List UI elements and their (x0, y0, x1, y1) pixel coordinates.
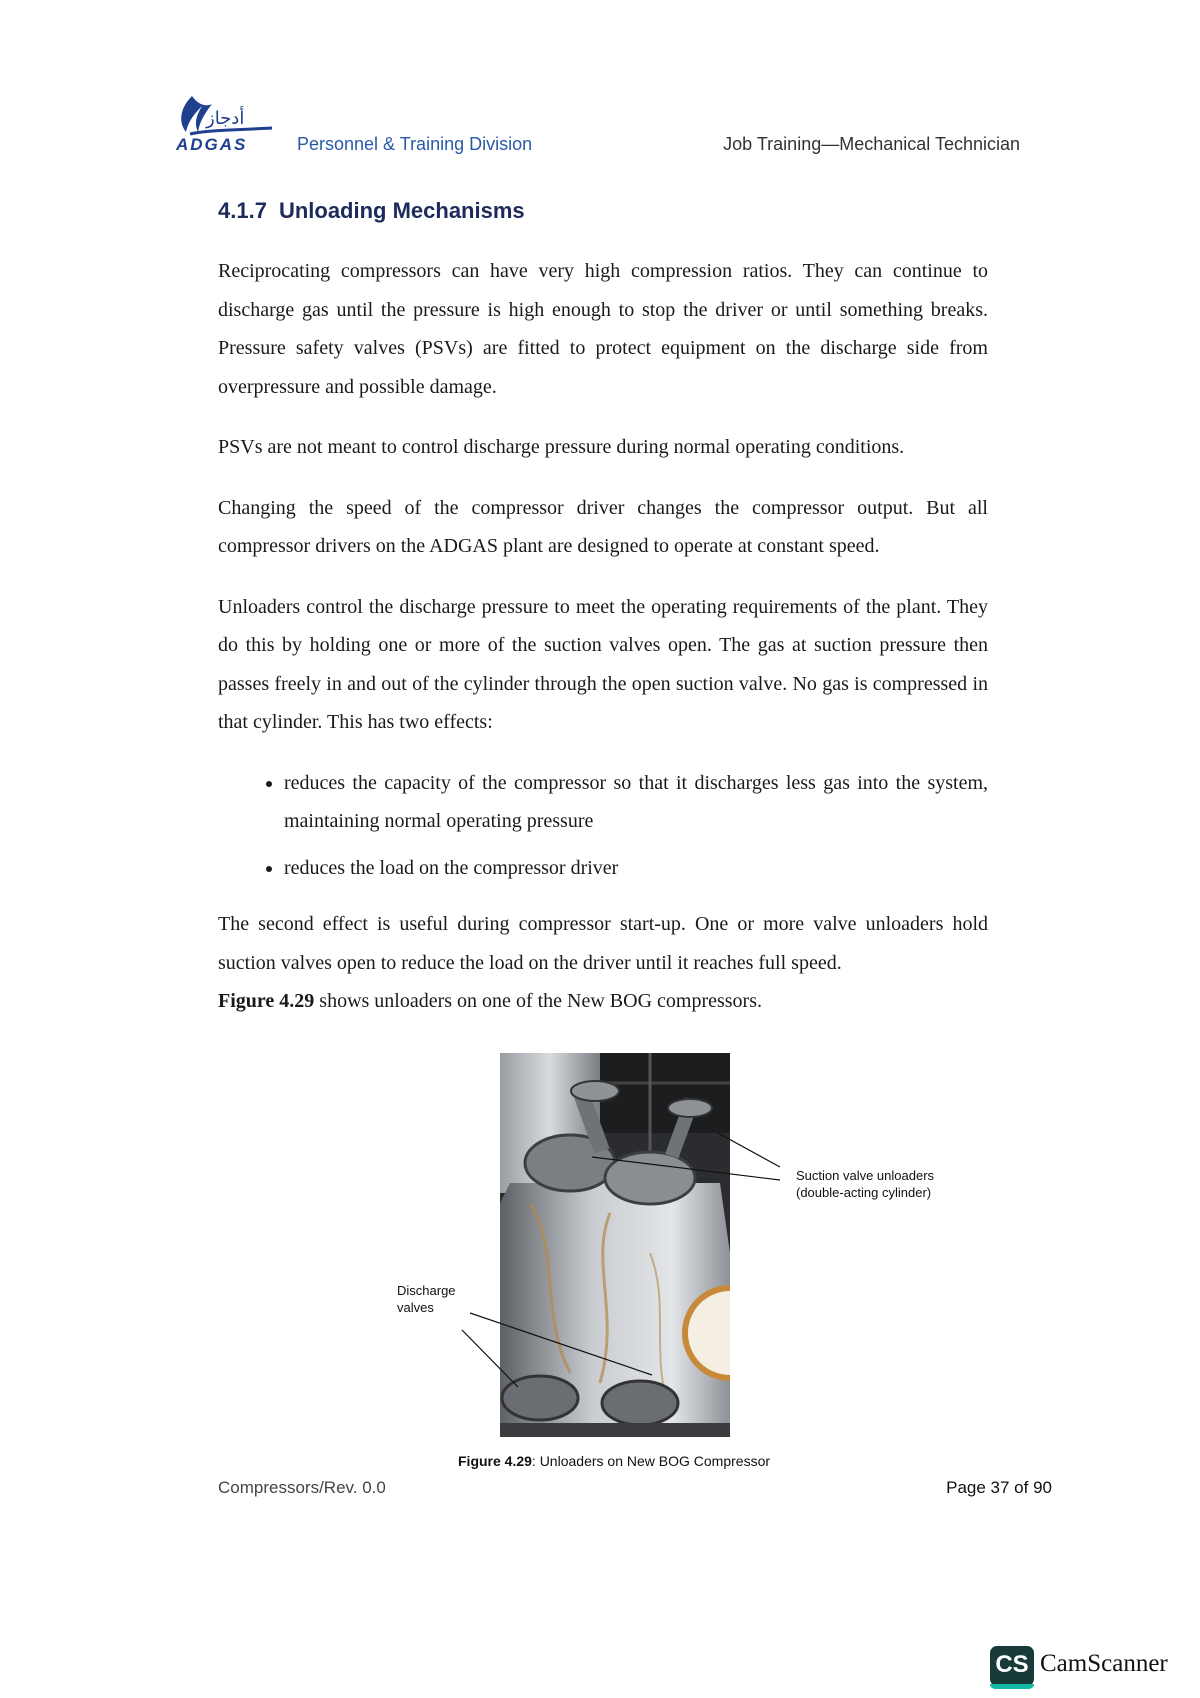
section-heading (218, 198, 525, 224)
callout-line: (double-acting cylinder) (796, 1185, 932, 1200)
job-title: Job Training—Mechanical Technician (723, 134, 1020, 154)
callout-line: valves (397, 1300, 434, 1315)
division-name: Personnel & Training Division (297, 134, 533, 154)
caption-label: Figure 4.29 (458, 1453, 532, 1469)
section-number: 4.1.7 (218, 198, 267, 223)
logo-arabic-text: أدجاز (206, 108, 245, 129)
camscanner-stripe (990, 1684, 1034, 1689)
paragraph-1: Reciprocating compressors can have very high compression ratios. They can continue to discharge gas until the pressure is high enough to stop the driver or until something breaks. Pressure safety valves (PSVs) are fitted to protect equipment on the discharge side from overpressure and possible damage. (218, 260, 988, 398)
camscanner-name: CamScanner (1040, 1650, 1168, 1677)
caption-text: : Unloaders on New BOG Compressor (531, 1453, 771, 1469)
camscanner-badge-text: CS (995, 1651, 1029, 1678)
paragraph-5 (218, 905, 988, 1021)
paragraph-5-text: The second effect is useful during compressor start-up. One or more valve unloaders hold suction valves open to reduce the load on the driver until it reaches full speed. (218, 913, 988, 974)
paragraph-2: PSVs are not meant to control discharge pressure during normal operating conditions. (218, 436, 905, 458)
paragraph-4: Unloaders control the discharge pressure to meet the operating requirements of the plant. They do this by holding one or more of the suction valves open. The gas at suction pressure then passes freely in and out of the cylinder through the open suction valve. No gas is compressed in that cylinder. This has two effects: (218, 595, 988, 733)
discharge-valves-callout (397, 1282, 456, 1316)
figure-caption (458, 1453, 770, 1469)
paragraph-5-tail: shows unloaders on one of the New BOG compressors. (314, 990, 763, 1012)
list-item: • reduces the load on the compressor driver (284, 849, 988, 888)
footer-page-number: Page 37 of 90 (946, 1478, 1052, 1497)
list-item: • reduces the capacity of the compressor so that it discharges less gas into the system, maintaining normal operating pressure (284, 764, 988, 841)
section-title: Unloading Mechanisms (278, 198, 525, 223)
adgas-logo (176, 92, 286, 154)
footer-revision: Compressors/Rev. 0.0 (218, 1478, 386, 1497)
body-text (218, 252, 988, 1043)
figure-reference: Figure 4.29 (218, 990, 315, 1012)
paragraph-3: Changing the speed of the compressor driver changes the compressor output. But all compressor drivers on the ADGAS plant are designed to operate at constant speed. (218, 496, 988, 557)
logo-wordmark: ADGAS (176, 135, 248, 154)
compressor-photo (500, 1053, 730, 1437)
suction-unloader-callout (796, 1167, 934, 1201)
callout-line: Discharge (397, 1283, 456, 1298)
callout-line: Suction valve unloaders (796, 1168, 935, 1183)
effects-list (218, 764, 988, 888)
